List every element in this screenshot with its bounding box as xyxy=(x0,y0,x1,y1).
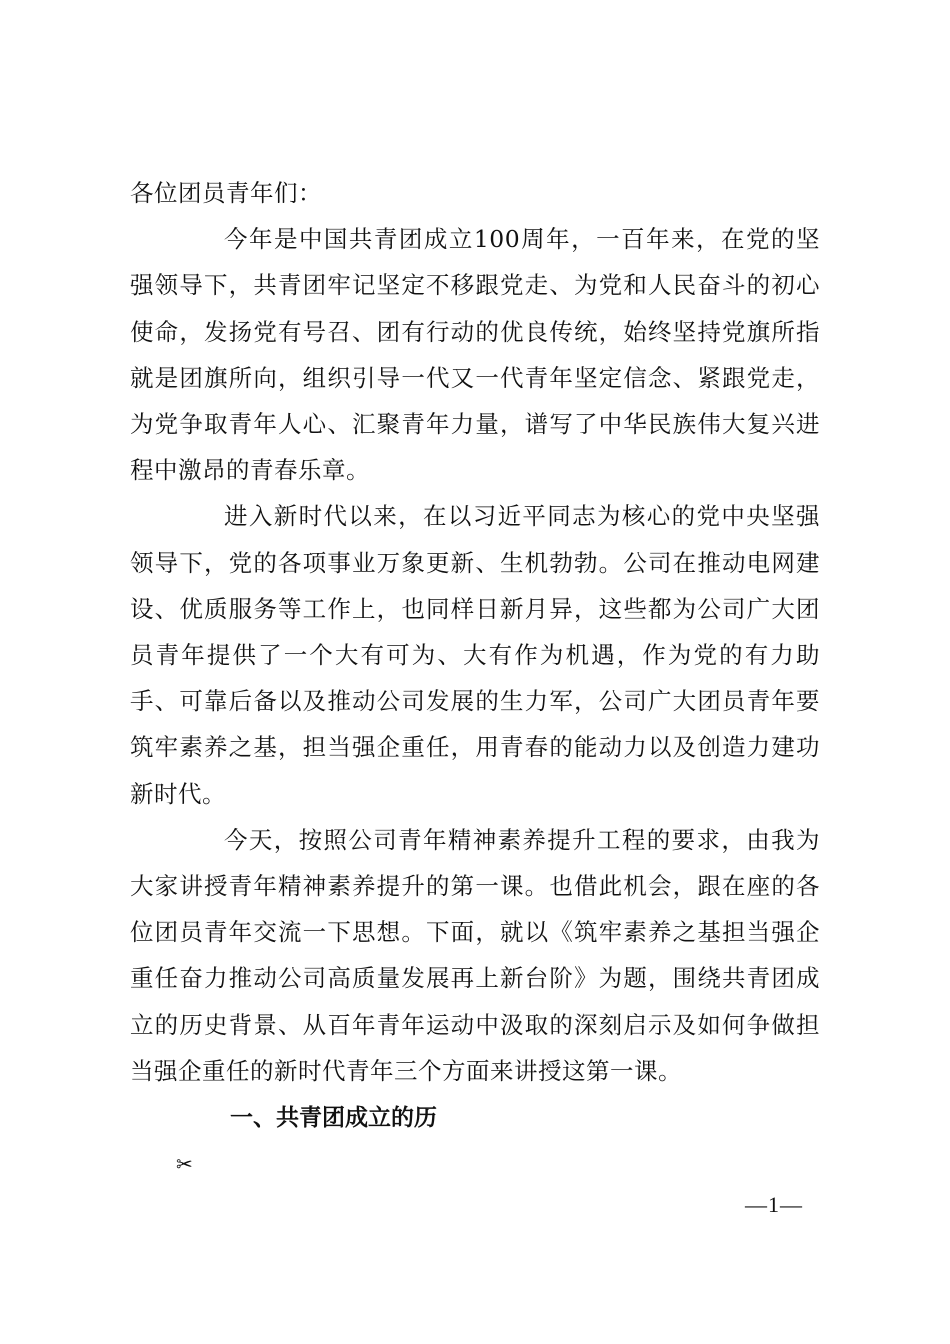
salutation: 各位团员青年们： xyxy=(130,179,322,207)
page-number: —1— xyxy=(745,1192,803,1217)
paragraph-2: 进入新时代以来，在以习近平同志为核心的党中央坚强领导下，党的各项事业万象更新、生机勃勃。公司在推动电网建设、优质服务等工作上，也同样日新月异，这些都为公司广大团员青年提供了一个大有可为、大有作为机遇，作为党的有力助手、可靠后备以及推动公司发展的生力军，公司广大团员青年要筑牢素养之基，担当强企重任，用青春的能动力以及创造力建功新时代。 xyxy=(130,502,820,808)
document-body xyxy=(130,170,820,1094)
paragraph-3: 今天，按照公司青年精神素养提升工程的要求，由我为大家讲授青年精神素养提升的第一课。也借此机会，跟在座的各位团员青年交流一下思想。下面，就以《筑牢素养之基担当强企重任奋力推动公司高质量发展再上新台阶》为题，围绕共青团成立的历史背景、从百年青年运动中汲取的深刻启示及如何争做担当强企重任的新时代青年三个方面来讲授这第一课。 xyxy=(130,825,820,1085)
section-heading: 一、共青团成立的历 xyxy=(230,1105,437,1131)
scissors-icon: ✂ xyxy=(176,1152,193,1176)
paragraph-1: 今年是中国共青团成立100周年，一百年来，在党的坚强领导下，共青团牢记坚定不移跟党走、为党和人民奋斗的初心使命，发扬党有号召、团有行动的优良传统，始终坚持党旗所指就是团旗所向，组织引导一代又一代青年坚定信念、紧跟党走，为党争取青年人心、汇聚青年力量，谱写了中华民族伟大复兴进程中激昂的青春乐章。 xyxy=(130,225,820,485)
